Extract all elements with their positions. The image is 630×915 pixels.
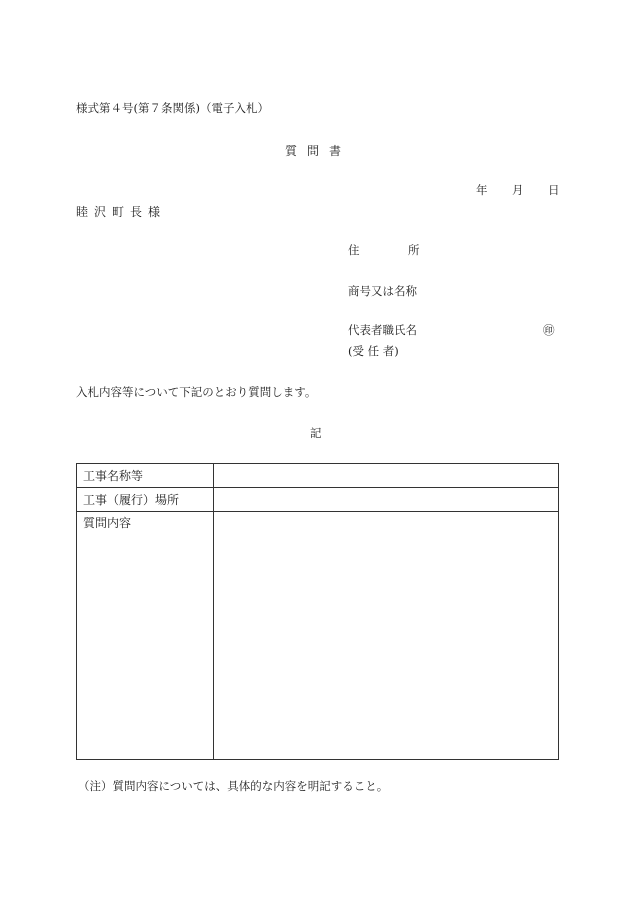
address-label-2: 所 [408,243,420,257]
construction-name-field[interactable] [214,464,559,488]
date-year-label: 年 [476,183,488,197]
question-content-field[interactable] [214,512,559,760]
table-row [77,512,559,760]
footnote: （注）質問内容については、具体的な内容を明記すること。 [78,779,389,793]
table-row [77,464,559,488]
agent-label: (受 任 者) [348,344,399,358]
address-label-1: 住 [348,243,360,257]
location-field[interactable] [214,488,559,512]
date-day-label: 日 [548,183,560,197]
intro-text: 入札内容等について下記のとおり質問します。 [76,385,317,399]
form-number-label: 様式第４号(第７条関係)（電子入札） [76,101,269,115]
question-table [76,463,559,760]
ki-heading: 記 [310,426,322,440]
company-name-label: 商号又は名称 [348,284,417,298]
date-line [476,185,560,197]
addressee: 睦沢町長様 [76,205,167,219]
representative-label: 代表者職氏名 [348,323,417,337]
row-label-question: 質問内容 [77,512,214,760]
address-field [348,245,420,257]
document-title: 質問書 [285,144,352,158]
date-month-label: 月 [512,183,524,197]
table-row [77,488,559,512]
row-label-construction-name: 工事名称等 [77,464,214,488]
seal-mark: ㊞ [543,323,555,337]
row-label-location: 工事（履行）場所 [77,488,214,512]
